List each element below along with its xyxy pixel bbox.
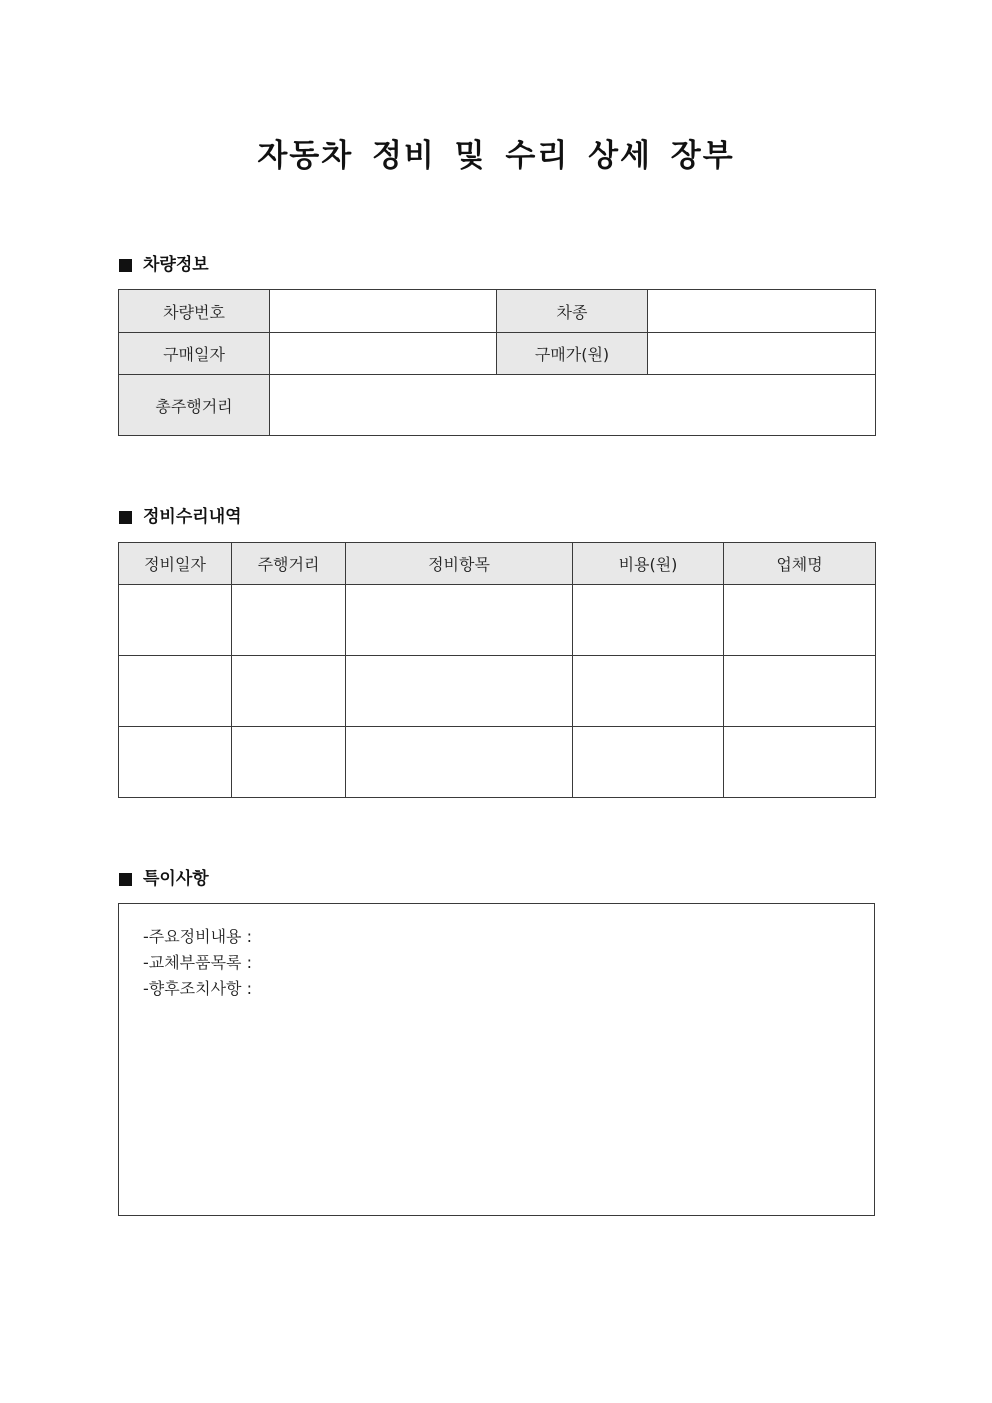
- shop-cell[interactable]: [724, 585, 876, 656]
- date-cell[interactable]: [119, 727, 232, 798]
- mileage-cell[interactable]: [232, 585, 346, 656]
- notes-box[interactable]: [118, 903, 875, 1216]
- purchase-price-field[interactable]: [648, 333, 876, 375]
- purchase-date-field[interactable]: [270, 333, 497, 375]
- date-cell[interactable]: [119, 656, 232, 727]
- note-replaced-parts: -교체부품목록 :: [143, 953, 252, 972]
- shop-cell[interactable]: [724, 727, 876, 798]
- total-mileage-field[interactable]: [270, 375, 876, 436]
- notes-heading: [119, 867, 209, 891]
- notes-heading-label: 특이사항: [143, 869, 209, 889]
- table-header-row: [119, 543, 876, 585]
- vehicle-number-label: 차량번호: [119, 290, 270, 333]
- total-mileage-label: 총주행거리: [119, 375, 270, 436]
- table-row: [119, 656, 876, 727]
- vehicle-info-heading-label: 차량정보: [143, 255, 209, 275]
- square-bullet-icon: [119, 873, 132, 886]
- column-header-item: 정비항목: [346, 543, 573, 585]
- vehicle-number-field[interactable]: [270, 290, 497, 333]
- vehicle-info-table: [118, 289, 876, 436]
- maintenance-heading: [119, 505, 242, 529]
- cost-cell[interactable]: [573, 656, 724, 727]
- column-header-cost: 비용(원): [573, 543, 724, 585]
- vehicle-model-label: 차종: [497, 290, 648, 333]
- item-cell[interactable]: [346, 727, 573, 798]
- table-row: [119, 585, 876, 656]
- maintenance-table: [118, 542, 876, 798]
- column-header-mileage: 주행거리: [232, 543, 346, 585]
- vehicle-model-field[interactable]: [648, 290, 876, 333]
- purchase-price-label: 구매가(원): [497, 333, 648, 375]
- table-row: [119, 727, 876, 798]
- square-bullet-icon: [119, 259, 132, 272]
- table-row: [119, 290, 876, 333]
- mileage-cell[interactable]: [232, 656, 346, 727]
- table-row: [119, 375, 876, 436]
- page-title: 자동차 정비 및 수리 상세 장부: [257, 138, 735, 174]
- table-row: [119, 333, 876, 375]
- cost-cell[interactable]: [573, 585, 724, 656]
- square-bullet-icon: [119, 511, 132, 524]
- item-cell[interactable]: [346, 656, 573, 727]
- note-follow-up: -향후조치사항 :: [143, 979, 252, 998]
- shop-cell[interactable]: [724, 656, 876, 727]
- purchase-date-label: 구매일자: [119, 333, 270, 375]
- maintenance-heading-label: 정비수리내역: [143, 507, 242, 527]
- item-cell[interactable]: [346, 585, 573, 656]
- cost-cell[interactable]: [573, 727, 724, 798]
- column-header-date: 정비일자: [119, 543, 232, 585]
- notes-list: [143, 924, 252, 1002]
- column-header-shop: 업체명: [724, 543, 876, 585]
- note-main-work: -주요정비내용 :: [143, 927, 252, 946]
- mileage-cell[interactable]: [232, 727, 346, 798]
- vehicle-info-heading: [119, 253, 209, 277]
- date-cell[interactable]: [119, 585, 232, 656]
